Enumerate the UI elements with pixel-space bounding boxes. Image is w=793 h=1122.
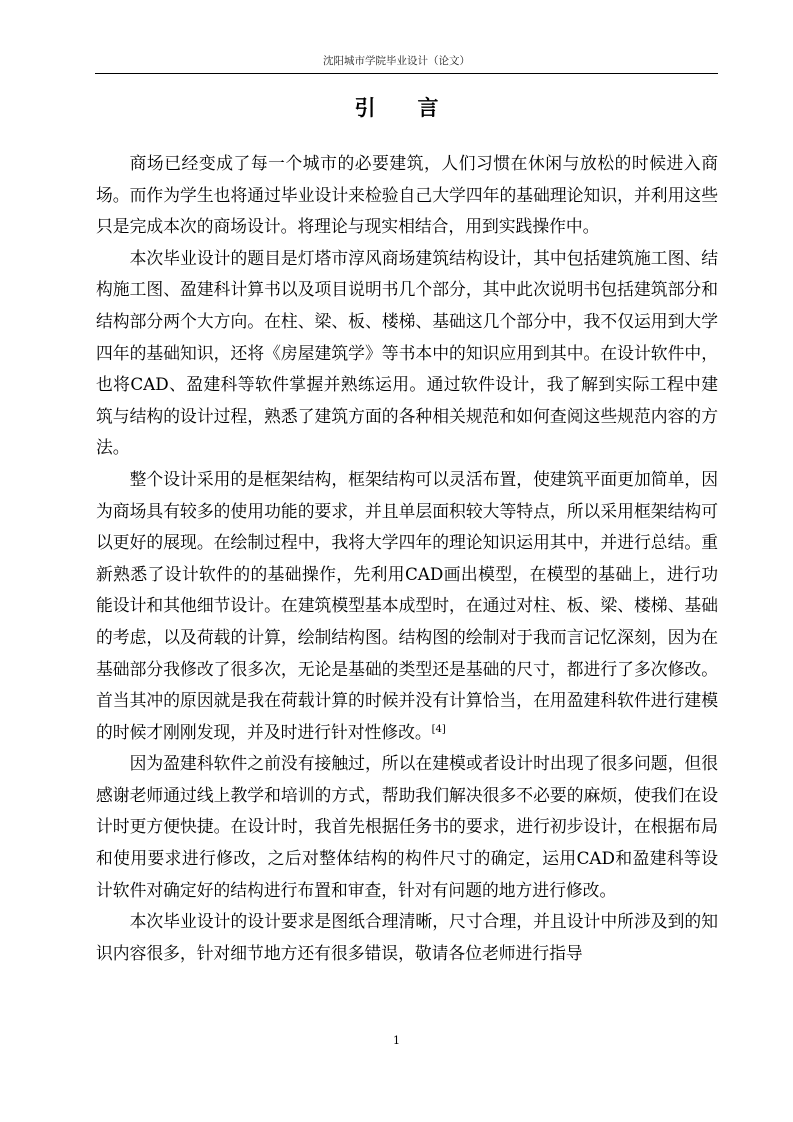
citation-marker: [4] (431, 723, 446, 735)
section-title: 引言 (354, 96, 481, 120)
paragraph-text: 本次毕业设计的设计要求是图纸合理清晰，尺寸合理，并且设计中所涉及到的知识内容很多，针对细节地方还有很多错误，敬请各位老师进行指导 (96, 911, 718, 963)
paragraph (96, 243, 718, 464)
paragraph (96, 748, 718, 906)
paragraph (96, 148, 718, 243)
paragraph (96, 464, 718, 748)
paragraph (96, 906, 718, 969)
paragraph-text: 因为盈建科软件之前没有接触过，所以在建模或者设计时出现了很多问题，但很感谢老师通过线上教学和培训的方式，帮助我们解决很多不必要的麻烦，使我们在设计时更方便快捷。在设计时，我首先根据任务书的要求，进行初步设计，在根据布局和使用要求进行修改，之后对整体结构的构件尺寸的确定，运用CAD和盈建科等设计软件对确定好的结构进行布置和审查，针对有问题的地方进行修改。 (96, 753, 718, 900)
running-header: 沈阳城市学院毕业设计（论文） (323, 55, 470, 67)
paragraph-text: 本次毕业设计的题目是灯塔市淳风商场建筑结构设计，其中包括建筑施工图、结构施工图、盈建科计算书以及项目说明书几个部分，其中此次说明书包括建筑部分和结构部分两个大方向。在柱、梁、板、楼梯、基础这几个部分中，我不仅运用到大学四年的基础知识，还将《房屋建筑学》等书本中的知识应用到其中。在设计软件中，也将CAD、盈建科等软件掌握并熟练运用。通过软件设计，我了解到实际工程中建筑与结构的设计过程，熟悉了建筑方面的各种相关规范和如何查阅这些规范内容的方法。 (96, 247, 718, 458)
header-rule (95, 73, 718, 74)
body-text (96, 148, 718, 969)
paragraph-text: 商场已经变成了每一个城市的必要建筑，人们习惯在休闲与放松的时候进入商场。而作为学生也将通过毕业设计来检验自己大学四年的基础理论知识，并利用这些只是完成本次的商场设计。将理论与现实相结合，用到实践操作中。 (96, 153, 718, 237)
page-number: 1 (393, 1034, 400, 1047)
paragraph-text: 整个设计采用的是框架结构，框架结构可以灵活布置，使建筑平面更加简单，因为商场具有较多的使用功能的要求，并且单层面积较大等特点，所以采用框架结构可以更好的展现。在绘制过程中，我将大学四年的理论知识运用其中，并进行总结。重新熟悉了设计软件的的基础操作，先利用CAD画出模型，在模型的基础上，进行功能设计和其他细节设计。在建筑模型基本成型时，在通过对柱、板、梁、楼梯、基础的考虑，以及荷载的计算，绘制结构图。结构图的绘制对于我而言记忆深刻，因为在基础部分我修改了很多次，无论是基础的类型还是基础的尺寸，都进行了多次修改。首当其冲的原因就是我在荷载计算的时候并没有计算恰当，在用盈建科软件进行建模的时候才刚刚发现，并及时进行针对性修改。 (96, 468, 718, 742)
